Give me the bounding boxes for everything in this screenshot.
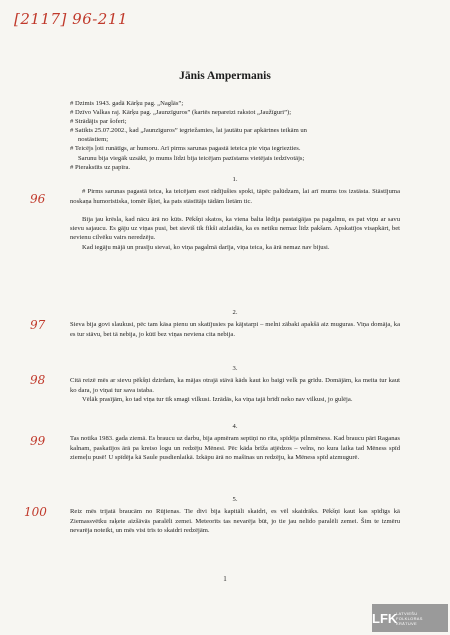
story-paragraph: Reiz mēs trijatā braucām no Rūjienas. Tie divi bija kapitāli skaidri, es vēl skaidrāks. Pēkšņi kaut kas spīdīgs kā Ziemassvētku raķete aizšāvās paralēli zemei. Meteorīts tas nevarēja būt, jo tie jau nelido paralēli zemei. Šim te izmēru nevarēja noteikt, un mēs visi trīs to skaidri redzējām. — [70, 508, 400, 534]
story-section-3 — [70, 364, 400, 404]
note-line: # Satikts 25.07.2002., kad „Jaunzīguros” iegriežamies, lai jautātu par apkārtnes teikām un — [70, 127, 307, 135]
logo-line: LATVIEŠU — [396, 610, 418, 616]
handwritten-reference: [2117] 96-211 — [14, 10, 128, 28]
story-paragraph: Kad iegāju mājā un prasīju sievai, ko viņa pagalmā darīja, viņa teica, ka ārā nemaz nav bijusi. — [82, 243, 330, 251]
logo-text — [396, 611, 423, 626]
section-number: 3. — [232, 365, 238, 372]
logo-line: KRĀTUVE — [396, 620, 417, 626]
section-number: 5. — [232, 496, 238, 503]
section-number: 2. — [232, 309, 238, 316]
note-line: # Dzimis 1943. gadā Kārķu pag. „Naglās”; — [70, 100, 184, 107]
section-number: 1. — [232, 176, 238, 183]
note-line: Sarunu bija viegāk uzsākt, jo mums līdzi bija teicējam pazīstams vietējais iedzīvotājs; — [78, 154, 305, 162]
story-paragraph: Vēlāk prasījām, ko tad viņa tur tik smagi vilkusi. Izrādās, ka viņa tajā brīdī neko nav vilkusi, jo gulēja. — [82, 395, 353, 403]
margin-note-4: 99 — [30, 434, 46, 448]
logo-mark: LFK — [372, 610, 398, 626]
story-section-5 — [70, 495, 400, 535]
note-line: # Strādājis par šoferi; — [70, 118, 127, 126]
margin-note-1: 96 — [30, 192, 46, 206]
note-line: # Dzīvo Valkas raj. Kārķu pag. „Jaunzīguros” (kartēs nepareizi rakstot „Jaužīguri”); — [70, 109, 292, 117]
note-line: nostāstiem; — [78, 136, 109, 144]
page-title: Jānis Ampermanis — [179, 70, 271, 82]
page-number: 1 — [223, 575, 227, 583]
section-number: 4. — [232, 423, 238, 430]
story-paragraph: Tas notika 1983. gada ziemā. Es braucu uz darbu, bija apmēram septiņi no rīta, spīdēja pilnmēness. Kad braucu pāri Raganas kalnam, paskatījos ārā pa kreiso logu un redzēju Mēnesi. Pēc kāda brīža atjēdzos – velns, no kura laika tad Mēness spīd ziemeļu pusē! U spīdēja kā Saule pusdienlaikā. Izkāpu ārā no mašīnas un redzēju, ka Mēness spīd aizmugurē. — [70, 435, 400, 461]
story-section-1 — [70, 175, 400, 252]
archive-logo — [372, 604, 448, 632]
story-paragraph: Citā reizē mēs ar sievu pēkšņi dzirdam, ka mājas otrajā stāvā kāds kaut ko baigi velk pa grīdu. Domājām, ka meita tur kaut ko dara, jo viņai tur sava istaba. — [70, 377, 400, 394]
margin-note-3: 98 — [30, 373, 46, 387]
story-section-4 — [70, 422, 400, 462]
note-line: # Teicējs ļoti runātīgs, ar humoru. Arī pirms sarunas pagastā ieteica pie viņa iegriezties. — [70, 145, 301, 153]
story-section-2 — [70, 308, 400, 339]
note-line: # Pierakstīts uz papīra. — [70, 163, 131, 171]
logo-line: FOLKLORAS — [396, 615, 423, 621]
margin-note-5: 100 — [24, 505, 47, 519]
story-paragraph: Bija jau krēsla, kad nācu ārā no kūts. Pēkšņi skatos, ka viena balta lēdija pastaigājas pa pagalmu, es pat viņu ar savu sievu sajaucu. Es gāju uz viņas pusi, bet sieviš tik fikši aizlaidās, ka es netiku nemaz līdz pakšam. Apskatījos visapkārt, bet nevienu cilvēku vairs neredzēju. — [70, 215, 400, 242]
story-paragraph: Sieva bija govi slaukusi, pēc tam kāsa pienu un skatījusies pa kājstarpi – melni zābaki apakšā aiz muguras. Viņa domāja, ka es tur stāvu, bet tā nebija, jo kūtī bez viņas neviena cita nebija. — [70, 321, 400, 338]
story-paragraph: # Pirms sarunas pagastā teica, ka teicējam esot rādījušies spoki, tāpēc palūdzam, lai arī mums tos izstāsta. Stāstījuma noskaņa humoristiska, tomēr šķiet, ka pats stāstītājs tādām lietām tic. — [70, 188, 400, 205]
header-notes — [70, 99, 400, 172]
margin-note-2: 97 — [30, 318, 46, 332]
